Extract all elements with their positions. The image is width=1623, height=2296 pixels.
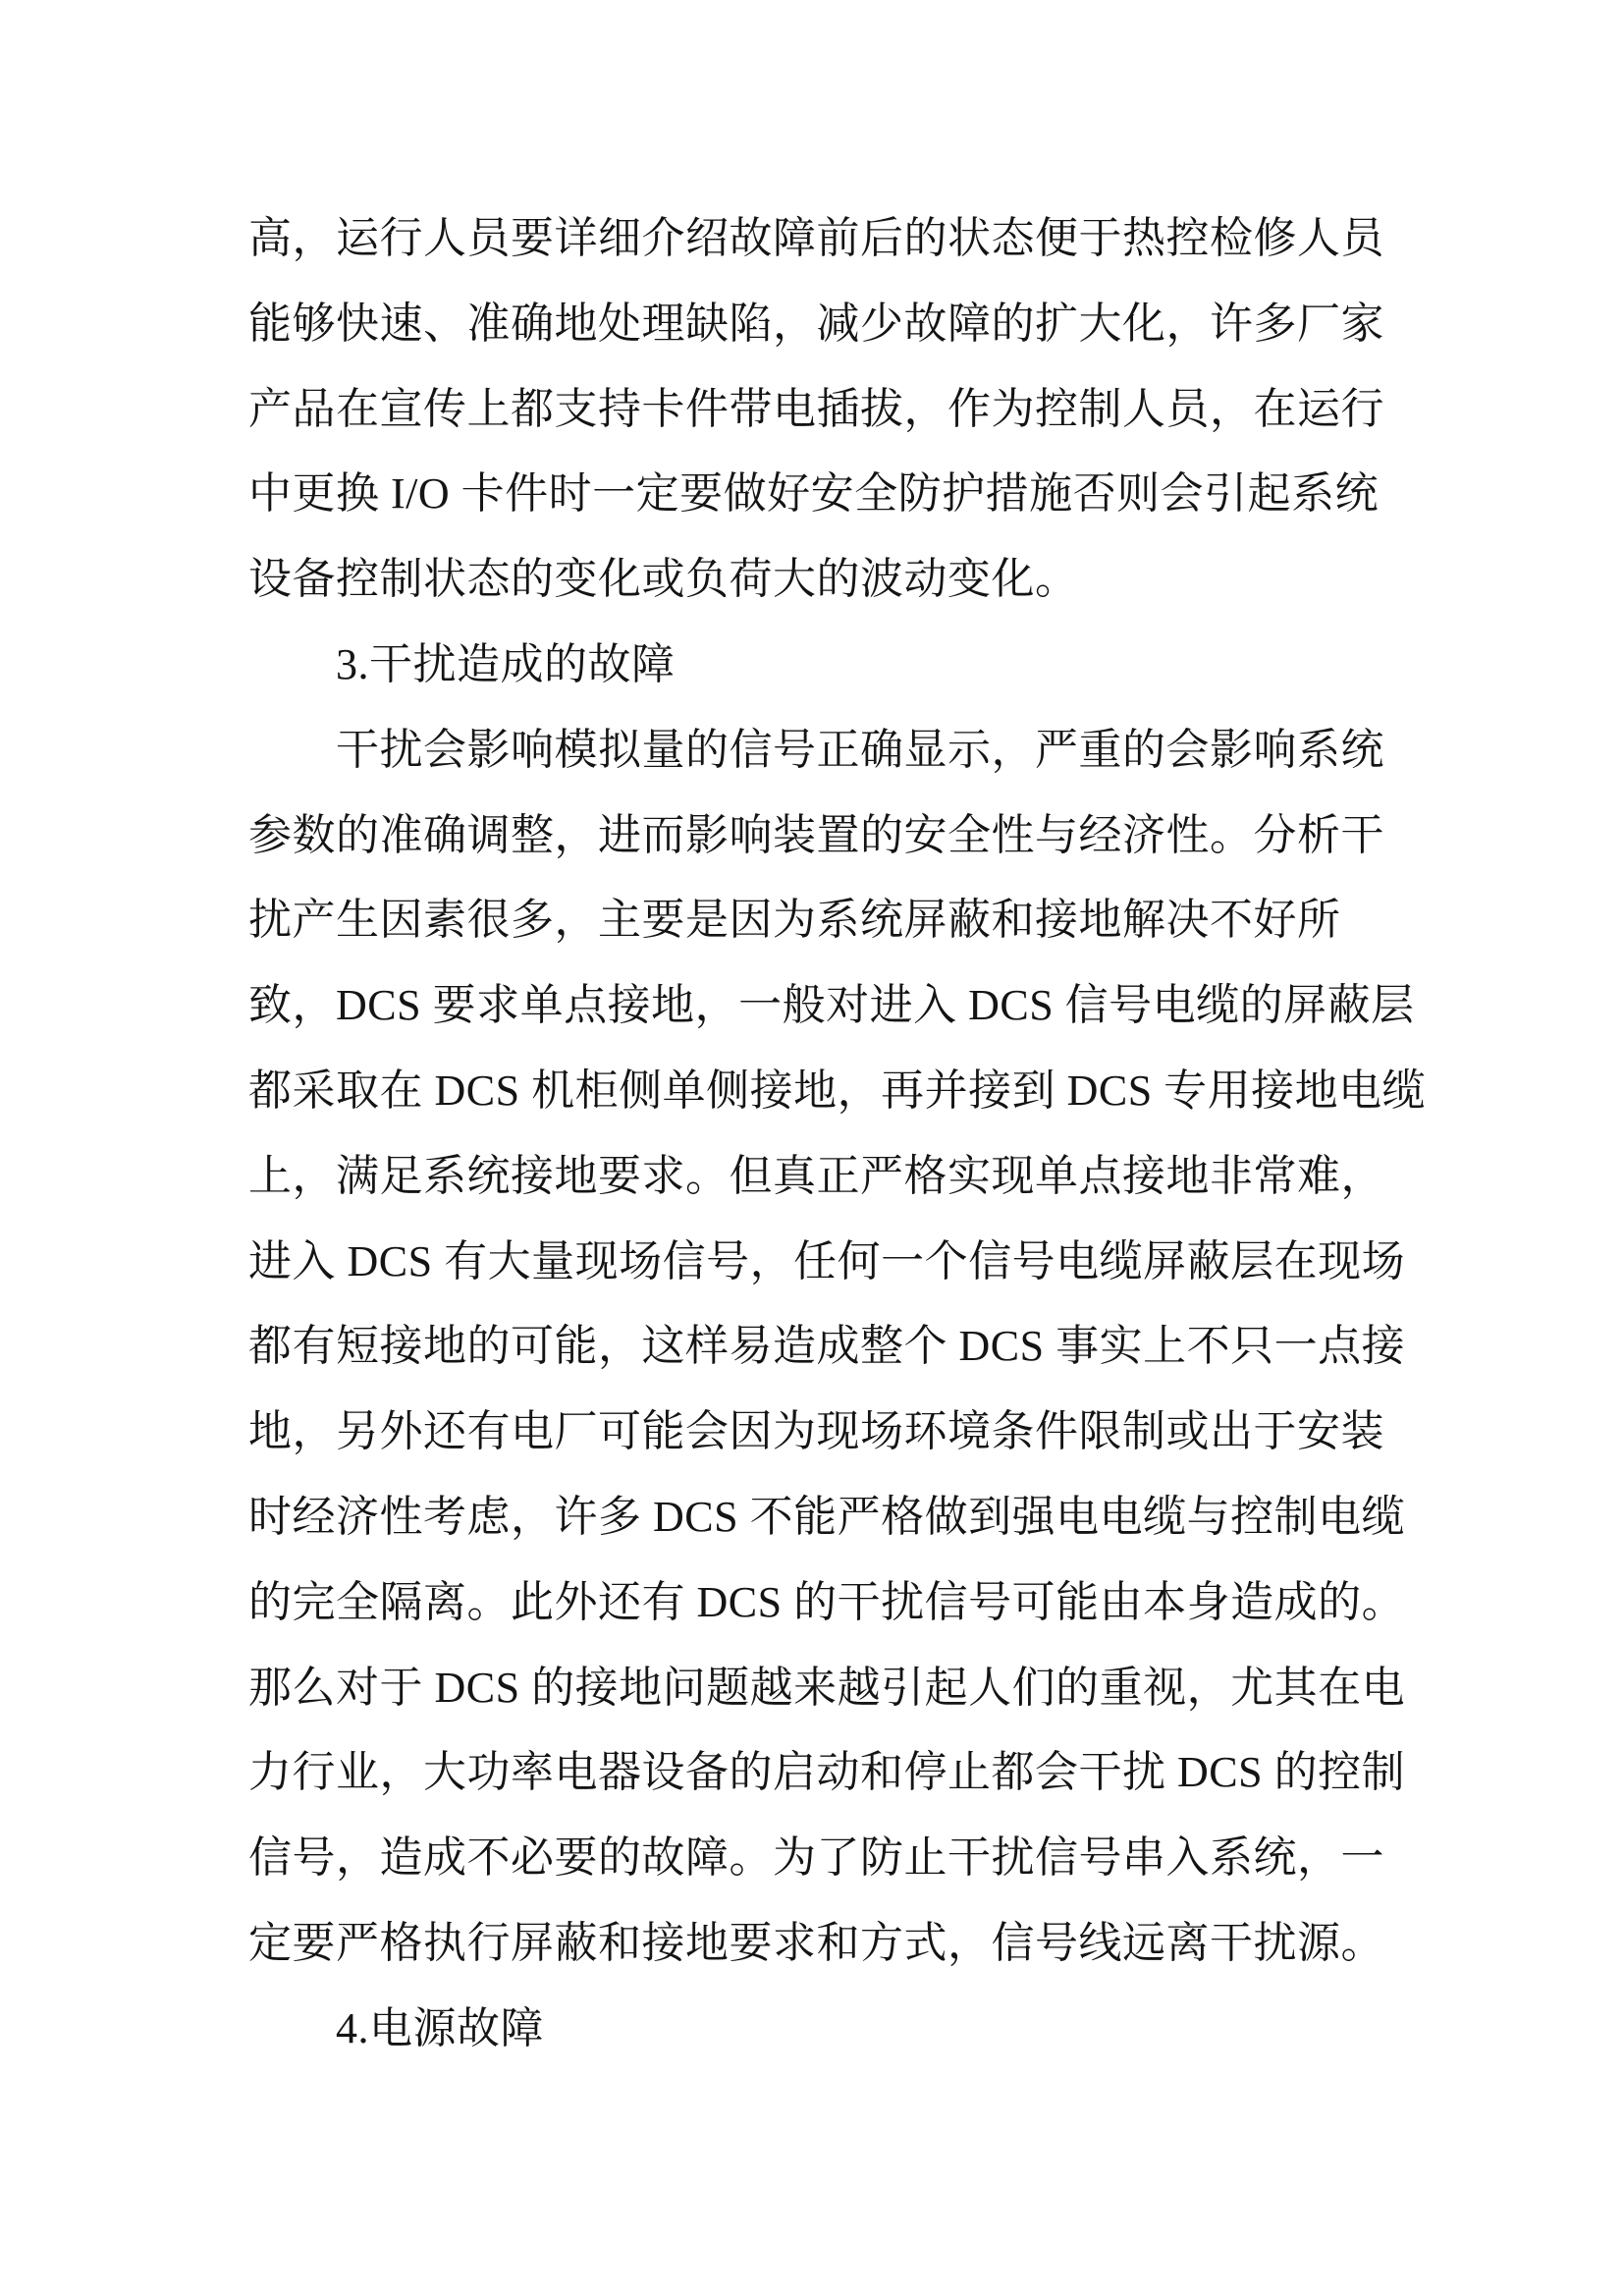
text-line: 能够快速、准确地处理缺陷，减少故障的扩大化，许多厂家 xyxy=(248,299,1384,348)
text-line: 致，DCS 要求单点接地，一般对进入 DCS 信号电缆的屏蔽层 xyxy=(248,981,1415,1030)
text-line: 都采取在 DCS 机柜侧单侧接地，再并接到 DCS 专用接地电缆 xyxy=(248,1066,1427,1115)
text-line: 上，满足系统接地要求。但真正严格实现单点接地非常难， xyxy=(248,1151,1384,1200)
text-line: 扰产生因素很多，主要是因为系统屏蔽和接地解决不好所 xyxy=(248,896,1341,945)
document-text-block xyxy=(248,196,1427,2072)
text-line: 的完全隔离。此外还有 DCS 的干扰信号可能由本身造成的。 xyxy=(248,1577,1406,1626)
text-line: 力行业，大功率电器设备的启动和停止都会干扰 DCS 的控制 xyxy=(248,1748,1406,1797)
text-line: 产品在宣传上都支持卡件带电插拔，作为控制人员，在运行 xyxy=(248,384,1384,433)
text-line: 参数的准确调整，进而影响装置的安全性与经济性。分析干 xyxy=(248,810,1384,859)
text-line: 进入 DCS 有大量现场信号，任何一个信号电缆屏蔽层在现场 xyxy=(248,1236,1406,1285)
text-line: 时经济性考虑，许多 DCS 不能严格做到强电电缆与控制电缆 xyxy=(248,1492,1406,1541)
section-heading: 4.电源故障 xyxy=(336,2003,544,2052)
text-line: 高，运行人员要详细介绍故障前后的状态便于热控检修人员 xyxy=(248,214,1384,262)
text-line: 设备控制状态的变化或负荷大的波动变化。 xyxy=(248,555,1079,604)
text-line: 定要严格执行屏蔽和接地要求和方式，信号线远离干扰源。 xyxy=(248,1918,1384,1967)
text-line: 中更换 I/O 卡件时一定要做好安全防护措施否则会引起系统 xyxy=(248,469,1380,519)
section-heading: 3.干扰造成的故障 xyxy=(336,639,676,688)
text-line: 都有短接地的可能，这样易造成整个 DCS 事实上不只一点接 xyxy=(248,1322,1406,1371)
text-line: 干扰会影响模拟量的信号正确显示，严重的会影响系统 xyxy=(336,725,1384,774)
text-line: 地，另外还有电厂可能会因为现场环境条件限制或出于安装 xyxy=(248,1407,1384,1456)
text-line: 那么对于 DCS 的接地问题越来越引起人们的重视，尤其在电 xyxy=(248,1663,1406,1712)
text-line: 信号，造成不必要的故障。为了防止干扰信号串入系统，一 xyxy=(248,1833,1384,1883)
